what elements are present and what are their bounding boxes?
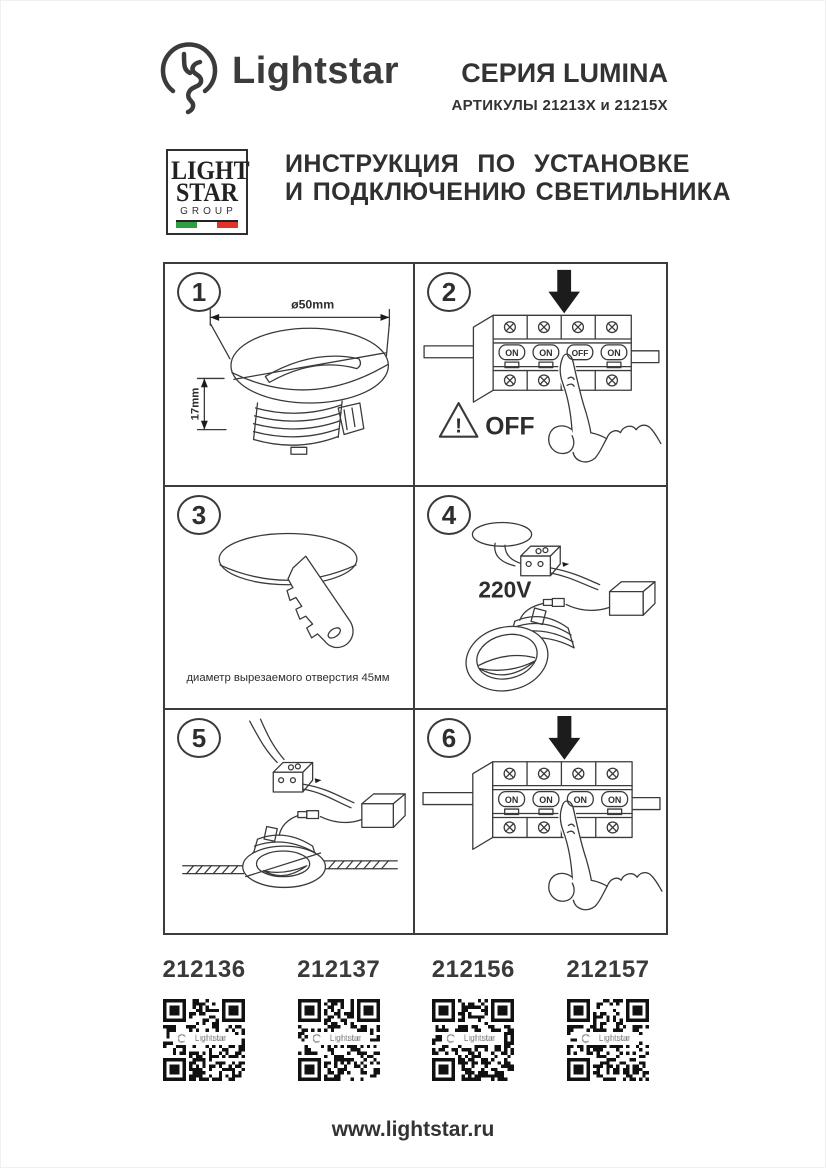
warning-off-label: OFF — [485, 413, 535, 441]
lightstar-bulb-icon — [160, 36, 224, 116]
svg-text:ON: ON — [607, 795, 622, 806]
step-4-number: 4 — [427, 495, 471, 535]
product-list — [150, 956, 662, 1081]
luminaire — [243, 827, 326, 888]
svg-text:ON: ON — [539, 348, 553, 359]
brand-wordmark: Lightstar — [232, 50, 400, 92]
svg-text:OFF: OFF — [571, 348, 589, 359]
warning-mark: ! — [455, 414, 463, 438]
svg-text:ON: ON — [539, 795, 553, 806]
steps-grid — [163, 262, 668, 935]
product-code: 212137 — [297, 956, 381, 983]
qr-code — [298, 999, 380, 1081]
step-3 — [165, 487, 415, 710]
voltage-label: 220V — [478, 576, 532, 603]
title-line-1: ИНСТРУКЦИЯ ПО УСТАНОВКЕ — [285, 150, 690, 178]
dim-diameter-label: ø50mm — [291, 297, 335, 312]
step-3-number: 3 — [177, 495, 221, 535]
driver-box — [362, 794, 405, 827]
product-212156 — [419, 956, 527, 1081]
down-arrow-icon — [548, 270, 580, 313]
qr-code — [567, 999, 649, 1081]
series-title: СЕРИЯ LUMINA — [461, 58, 668, 88]
product-code: 212156 — [431, 956, 515, 983]
step-6-number: 6 — [427, 718, 471, 758]
flag-white — [197, 222, 218, 228]
step-1-number: 1 — [177, 272, 221, 312]
flag-green — [176, 222, 197, 228]
step-1 — [165, 264, 415, 487]
product-212137 — [285, 956, 393, 1081]
terminal-block — [521, 546, 560, 576]
ceiling-hole — [472, 523, 531, 547]
step-5 — [165, 710, 415, 933]
svg-text:ON: ON — [607, 348, 621, 359]
flag-red — [217, 222, 238, 228]
step-6 — [415, 710, 666, 933]
lightstar-group-logo — [166, 149, 248, 235]
product-code: 212157 — [566, 956, 650, 983]
website-url: www.lightstar.ru — [331, 1118, 495, 1141]
page-title — [285, 150, 731, 206]
qr-code — [432, 999, 514, 1081]
group-logo-star: STAR — [175, 178, 239, 207]
step-3-caption: диаметр вырезаемого отверстия 45мм — [186, 672, 390, 685]
product-212136 — [150, 956, 258, 1081]
italy-flag — [176, 220, 238, 228]
step-5-number: 5 — [177, 718, 221, 758]
group-logo-light: LIGHT — [171, 156, 250, 185]
title-line-2: И ПОДКЛЮЧЕНИЮ СВЕТИЛЬНИКА — [285, 178, 731, 206]
qr-code — [163, 999, 245, 1081]
down-arrow-icon — [548, 716, 580, 760]
svg-text:ON: ON — [505, 348, 519, 359]
group-logo-group: GROUP — [180, 206, 237, 217]
step-2 — [415, 264, 666, 487]
driver-box — [610, 582, 655, 616]
dim-height-label: 17mm — [189, 387, 202, 421]
terminal-block — [273, 762, 312, 792]
product-212157 — [554, 956, 662, 1081]
step-4 — [415, 487, 666, 710]
svg-text:ON: ON — [504, 795, 519, 806]
step-2-number: 2 — [427, 272, 471, 312]
product-code: 212136 — [162, 956, 246, 983]
luminaire — [459, 608, 574, 699]
svg-text:ON: ON — [573, 795, 588, 806]
articles-line: АРТИКУЛЫ 21213X и 21215X — [451, 97, 668, 114]
